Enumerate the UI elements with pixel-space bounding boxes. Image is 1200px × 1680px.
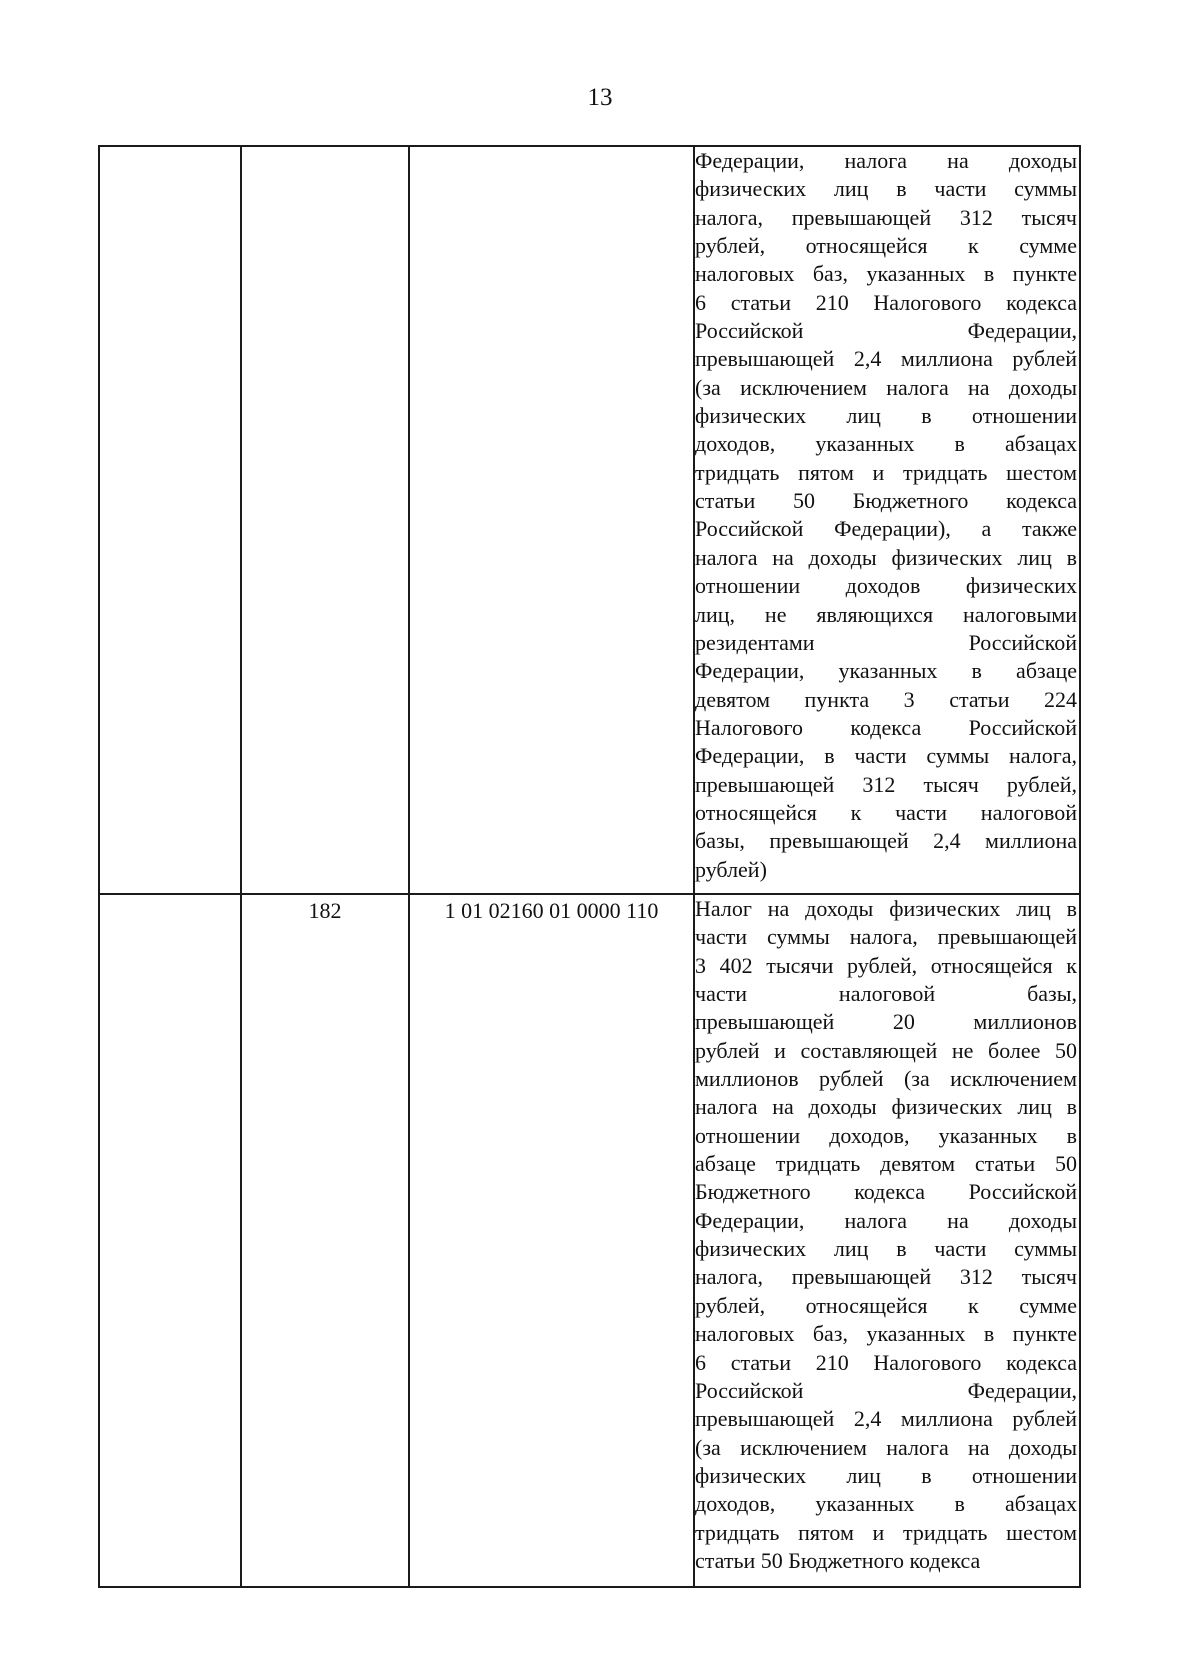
description-line: статьи 50 Бюджетного кодекса xyxy=(695,1547,981,1573)
description-line: отношении доходов физических xyxy=(695,573,1077,599)
page-number: 13 xyxy=(587,84,613,111)
description-line: превышающей 2,4 миллиона рублей xyxy=(695,346,1077,372)
description-line: налоговых баз, указанных в пункте xyxy=(695,1321,1077,1347)
description-line: физических лиц в части суммы xyxy=(695,176,1077,202)
description-line: физических лиц в отношении xyxy=(695,1462,1077,1488)
description-line: доходов, указанных в абзацах xyxy=(695,1491,1077,1517)
cell-admin-code: 182 xyxy=(241,894,409,1587)
cell-col1 xyxy=(99,894,241,1587)
description-line: Федерации, в части суммы налога, xyxy=(695,743,1077,769)
description-line: превышающей 312 тысяч рублей, xyxy=(695,771,1077,797)
description-line: налога на доходы физических лиц в xyxy=(695,1094,1077,1120)
cell-admin-code xyxy=(241,146,409,894)
description-line: резидентами Российской xyxy=(695,629,1077,655)
description-line: части налоговой базы, xyxy=(695,981,1077,1007)
description-line: Федерации, налога на доходы xyxy=(695,1207,1077,1233)
description-line: Налог на доходы физических лиц в xyxy=(695,896,1077,921)
description-line: доходов, указанных в абзацах xyxy=(695,431,1077,457)
description-line: превышающей 20 миллионов xyxy=(695,1009,1077,1035)
description-line: рублей, относящейся к сумме xyxy=(695,233,1077,259)
description-line: налога, превышающей 312 тысяч xyxy=(695,1264,1077,1290)
description-line: 6 статьи 210 Налогового кодекса xyxy=(695,1349,1077,1375)
cell-kbk-code: 1 01 02160 01 0000 110 xyxy=(409,894,694,1587)
description-line: рублей) xyxy=(695,856,767,882)
description-line: миллионов рублей (за исключением xyxy=(695,1066,1077,1092)
cell-col1 xyxy=(99,146,241,894)
description-line: налога на доходы физических лиц в xyxy=(695,544,1077,570)
description-line: Бюджетного кодекса Российской xyxy=(695,1179,1077,1205)
cell-description xyxy=(694,146,1080,894)
description-line: тридцать пятом и тридцать шестом xyxy=(695,1519,1077,1545)
description-line: 3 402 тысячи рублей, относящейся к xyxy=(695,952,1077,978)
description-line: лиц, не являющихся налоговыми xyxy=(695,601,1077,627)
description-line: Федерации, налога на доходы xyxy=(695,148,1077,173)
cell-kbk-code xyxy=(409,146,694,894)
description-line: Российской Федерации, xyxy=(695,318,1077,344)
description-line: рублей, относящейся к сумме xyxy=(695,1292,1077,1318)
description-line: (за исключением налога на доходы xyxy=(695,1434,1077,1460)
description-line: физических лиц в отношении xyxy=(695,403,1077,429)
budget-classification-table xyxy=(98,145,1081,1588)
table-row xyxy=(99,894,1080,1587)
description-line: 6 статьи 210 Налогового кодекса xyxy=(695,289,1077,315)
description-line: рублей и составляющей не более 50 xyxy=(695,1037,1077,1063)
description-line: Федерации, указанных в абзаце xyxy=(695,658,1077,684)
description-line: Российской Федерации), а также xyxy=(695,516,1077,542)
description-line: Российской Федерации, xyxy=(695,1377,1077,1403)
description-line: физических лиц в части суммы xyxy=(695,1236,1077,1262)
description-line: (за исключением налога на доходы xyxy=(695,374,1077,400)
cell-description xyxy=(694,894,1080,1587)
description-line: налога, превышающей 312 тысяч xyxy=(695,204,1077,230)
description-line: отношении доходов, указанных в xyxy=(695,1122,1077,1148)
description-line: абзаце тридцать девятом статьи 50 xyxy=(695,1151,1077,1177)
description-line: части суммы налога, превышающей xyxy=(695,924,1077,950)
description-line: тридцать пятом и тридцать шестом xyxy=(695,459,1077,485)
description-line: базы, превышающей 2,4 миллиона xyxy=(695,828,1077,854)
description-line: статьи 50 Бюджетного кодекса xyxy=(695,488,1077,514)
description-line: налоговых баз, указанных в пункте xyxy=(695,261,1077,287)
table-row xyxy=(99,146,1080,894)
description-line: относящейся к части налоговой xyxy=(695,799,1077,825)
description-line: превышающей 2,4 миллиона рублей xyxy=(695,1406,1077,1432)
description-line: Налогового кодекса Российской xyxy=(695,714,1077,740)
description-line: девятом пункта 3 статьи 224 xyxy=(695,686,1077,712)
